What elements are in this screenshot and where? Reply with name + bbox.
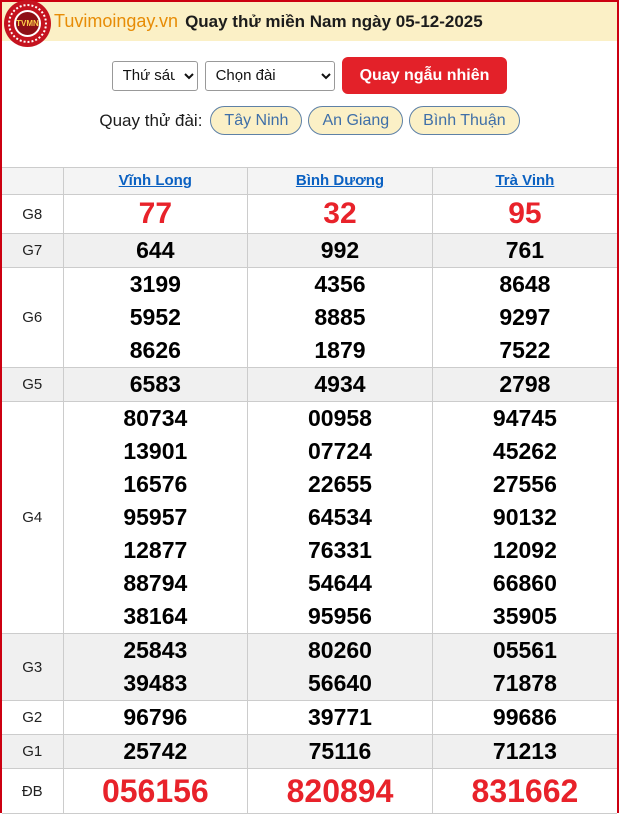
table-row bbox=[2, 402, 617, 634]
logo-core bbox=[14, 10, 41, 37]
logo-text: TVMN bbox=[16, 19, 39, 28]
result-cell bbox=[432, 402, 617, 634]
results-table-head bbox=[2, 168, 617, 195]
table-row bbox=[2, 701, 617, 735]
station-link[interactable]: Bình Dương bbox=[295, 172, 385, 189]
result-cell bbox=[432, 701, 617, 735]
result-number: 4356 bbox=[314, 271, 366, 297]
result-number: 13901 bbox=[123, 438, 188, 464]
result-number: 820894 bbox=[286, 773, 394, 809]
prize-label: ĐB bbox=[2, 769, 63, 814]
result-cell bbox=[63, 402, 248, 634]
result-number: 95956 bbox=[308, 603, 372, 629]
table-row bbox=[2, 368, 617, 402]
result-cell bbox=[248, 735, 433, 769]
result-number: 96796 bbox=[123, 704, 188, 730]
result-cell bbox=[432, 368, 617, 402]
result-number: 38164 bbox=[123, 603, 188, 629]
result-cell bbox=[248, 368, 433, 402]
result-number: 95 bbox=[508, 197, 542, 230]
site-name-link[interactable]: Tuvimoingay.vn bbox=[54, 11, 179, 31]
result-number: 07724 bbox=[308, 438, 372, 464]
station-link[interactable]: Vĩnh Long bbox=[118, 172, 192, 189]
result-cell bbox=[63, 735, 248, 769]
header-band bbox=[2, 2, 617, 41]
result-number: 75116 bbox=[308, 738, 372, 764]
result-number: 94745 bbox=[492, 405, 557, 431]
result-number: 5952 bbox=[129, 304, 181, 330]
result-number: 761 bbox=[505, 237, 545, 263]
result-cell bbox=[432, 195, 617, 234]
result-cell bbox=[432, 634, 617, 701]
result-number: 25843 bbox=[123, 637, 188, 663]
result-number: 3199 bbox=[129, 271, 181, 297]
result-cell bbox=[63, 195, 248, 234]
result-cell bbox=[248, 634, 433, 701]
result-number: 16576 bbox=[123, 471, 188, 497]
result-number: 56640 bbox=[308, 670, 372, 696]
table-row bbox=[2, 195, 617, 234]
result-number: 99686 bbox=[492, 704, 557, 730]
prize-label: G3 bbox=[2, 634, 63, 701]
page-title: Quay thử miền Nam ngày 05-12-2025 bbox=[185, 11, 483, 31]
result-cell bbox=[63, 234, 248, 268]
result-number: 644 bbox=[136, 237, 175, 263]
corner-cell bbox=[2, 168, 63, 195]
station-row bbox=[2, 106, 617, 135]
result-number: 9297 bbox=[499, 304, 551, 330]
result-cell bbox=[432, 769, 617, 814]
station-select[interactable] bbox=[205, 61, 335, 91]
result-number: 80734 bbox=[123, 405, 188, 431]
result-number: 80260 bbox=[308, 637, 372, 663]
station-pill-3[interactable]: Bình Thuận bbox=[409, 106, 519, 135]
result-number: 54644 bbox=[308, 570, 372, 596]
table-row bbox=[2, 735, 617, 769]
result-number: 71878 bbox=[492, 670, 557, 696]
table-row bbox=[2, 634, 617, 701]
result-cell bbox=[248, 701, 433, 735]
result-number: 00958 bbox=[308, 405, 372, 431]
result-cell bbox=[432, 234, 617, 268]
controls-row bbox=[2, 57, 617, 94]
result-cell bbox=[248, 195, 433, 234]
result-cell bbox=[248, 268, 433, 368]
result-number: 831662 bbox=[471, 773, 579, 809]
logo-ring-decoration bbox=[8, 4, 47, 43]
result-number: 056156 bbox=[101, 773, 209, 809]
result-number: 12092 bbox=[492, 537, 557, 563]
result-number: 76331 bbox=[308, 537, 372, 563]
prize-label: G8 bbox=[2, 195, 63, 234]
result-number: 66860 bbox=[492, 570, 557, 596]
result-number: 95957 bbox=[123, 504, 188, 530]
result-number: 77 bbox=[138, 197, 173, 230]
day-select[interactable] bbox=[112, 61, 198, 91]
result-number: 2798 bbox=[499, 371, 551, 397]
result-number: 27556 bbox=[492, 471, 557, 497]
result-number: 8626 bbox=[129, 337, 181, 363]
result-number: 22655 bbox=[308, 471, 372, 497]
prize-label: G7 bbox=[2, 234, 63, 268]
result-number: 4934 bbox=[314, 371, 366, 397]
result-cell bbox=[248, 402, 433, 634]
result-cell bbox=[63, 634, 248, 701]
station-column-header bbox=[63, 168, 248, 195]
result-cell bbox=[63, 268, 248, 368]
station-column-header bbox=[432, 168, 617, 195]
result-number: 6583 bbox=[129, 371, 181, 397]
result-cell bbox=[63, 701, 248, 735]
result-number: 12877 bbox=[123, 537, 188, 563]
prize-label: G5 bbox=[2, 368, 63, 402]
result-number: 05561 bbox=[492, 637, 557, 663]
prize-label: G2 bbox=[2, 701, 63, 735]
results-table bbox=[2, 167, 617, 814]
result-cell bbox=[432, 268, 617, 368]
result-number: 90132 bbox=[492, 504, 557, 530]
site-logo[interactable] bbox=[4, 0, 51, 47]
result-cell bbox=[248, 769, 433, 814]
result-cell bbox=[248, 234, 433, 268]
prize-label: G4 bbox=[2, 402, 63, 634]
result-number: 71213 bbox=[492, 738, 557, 764]
result-number: 8885 bbox=[314, 304, 366, 330]
station-pill-1[interactable]: Tây Ninh bbox=[210, 106, 302, 135]
result-number: 7522 bbox=[499, 337, 551, 363]
result-number: 64534 bbox=[308, 504, 372, 530]
station-row-label: Quay thử đài: bbox=[99, 110, 203, 130]
table-row bbox=[2, 769, 617, 814]
prize-label: G1 bbox=[2, 735, 63, 769]
prize-label: G6 bbox=[2, 268, 63, 368]
station-column-header bbox=[248, 168, 433, 195]
result-number: 992 bbox=[320, 237, 360, 263]
result-cell bbox=[63, 368, 248, 402]
result-cell bbox=[432, 735, 617, 769]
result-number: 8648 bbox=[499, 271, 551, 297]
table-row bbox=[2, 234, 617, 268]
result-number: 25742 bbox=[123, 738, 188, 764]
result-number: 35905 bbox=[492, 603, 557, 629]
result-number: 88794 bbox=[123, 570, 188, 596]
station-pill-2[interactable]: An Giang bbox=[308, 106, 403, 135]
result-number: 32 bbox=[323, 197, 357, 230]
result-number: 39483 bbox=[123, 670, 188, 696]
results-table-body bbox=[2, 195, 617, 814]
station-link[interactable]: Trà Vinh bbox=[495, 172, 555, 189]
table-row bbox=[2, 268, 617, 368]
result-number: 1879 bbox=[314, 337, 366, 363]
result-number: 45262 bbox=[492, 438, 557, 464]
random-spin-button[interactable]: Quay ngẫu nhiên bbox=[342, 57, 508, 94]
result-cell bbox=[63, 769, 248, 814]
station-pills bbox=[210, 106, 519, 135]
result-number: 39771 bbox=[308, 704, 372, 730]
